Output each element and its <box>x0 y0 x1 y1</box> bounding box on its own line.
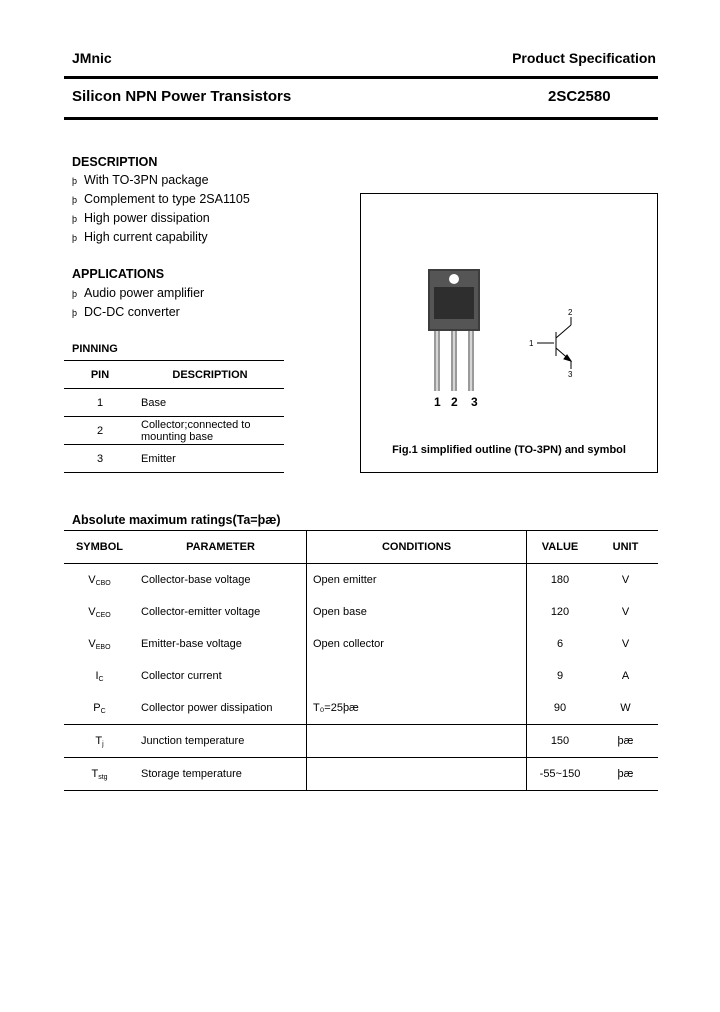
pin-column-header: PIN <box>90 368 110 381</box>
table-row: 3 Emitter <box>64 445 284 473</box>
figure-drawing <box>361 194 659 474</box>
symbol-header: SYMBOL <box>75 541 124 553</box>
table-row: VCBO Collector-base voltage Open emitter 180 V <box>64 564 658 597</box>
table-row: Tj Junction temperature 150 þæ <box>64 725 658 758</box>
applications-heading: APPLICATIONS <box>72 267 165 281</box>
pinning-table <box>64 360 284 473</box>
title-rule <box>64 117 658 120</box>
list-item: þ Audio power amplifier <box>72 284 204 303</box>
bullet-icon: þ <box>72 289 78 299</box>
page-title: Silicon NPN Power Transistors <box>72 88 292 105</box>
table-row: 1 Base <box>64 389 284 417</box>
npn-transistor-symbol-icon <box>537 317 571 369</box>
bullet-icon: þ <box>72 195 78 205</box>
description-list <box>72 171 250 247</box>
symbol-collector-label: 2 <box>568 308 573 317</box>
list-item: þ High current capability <box>72 228 250 247</box>
symbol-base-label: 1 <box>529 339 534 348</box>
table-header-row <box>64 531 658 564</box>
bullet-icon: þ <box>72 214 78 224</box>
value-header: VALUE <box>527 531 594 564</box>
description-column-header: DESCRIPTION <box>172 368 248 381</box>
table-row: VCEO Collector-emitter voltage Open base 120 V <box>64 596 658 628</box>
list-item: þ With TO-3PN package <box>72 171 250 190</box>
table-row: IC Collector current 9 A <box>64 660 658 692</box>
list-item: þ Complement to type 2SA1105 <box>72 190 250 209</box>
table-row: VEBO Emitter-base voltage Open collector 6 V <box>64 628 658 660</box>
unit-header: UNIT <box>612 541 639 553</box>
to3pn-package-icon <box>428 269 480 391</box>
document-type: Product Specification <box>512 50 656 66</box>
symbol-emitter-label: 3 <box>568 370 573 379</box>
ratings-title: Absolute maximum ratings(Ta=þæ) <box>72 513 281 527</box>
list-item: þ High power dissipation <box>72 209 250 228</box>
brand-name: JMnic <box>72 50 112 66</box>
list-item: þ DC-DC converter <box>72 303 204 322</box>
bullet-icon: þ <box>72 308 78 318</box>
figure-box <box>360 193 658 473</box>
bullet-icon: þ <box>72 233 78 243</box>
package-pin-label: 2 <box>451 395 458 409</box>
bullet-icon: þ <box>72 176 78 186</box>
table-row: PC Collector power dissipation T₀=25þæ 90 W <box>64 692 658 725</box>
part-number: 2SC2580 <box>548 88 611 105</box>
table-header-row <box>64 361 284 389</box>
ratings-table <box>64 530 658 791</box>
header-rule <box>64 76 658 79</box>
package-pin-label: 3 <box>471 395 478 409</box>
package-pin-label: 1 <box>434 395 441 409</box>
parameter-header: PARAMETER <box>186 541 255 553</box>
description-heading: DESCRIPTION <box>72 155 158 169</box>
table-row: Tstg Storage temperature -55~150 þæ <box>64 758 658 791</box>
applications-list <box>72 284 204 322</box>
figure-caption: Fig.1 simplified outline (TO-3PN) and symbol <box>392 444 626 456</box>
conditions-header: CONDITIONS <box>307 531 527 564</box>
table-row: 2 Collector;connected to mounting base <box>64 417 284 445</box>
pinning-heading: PINNING <box>72 343 118 355</box>
